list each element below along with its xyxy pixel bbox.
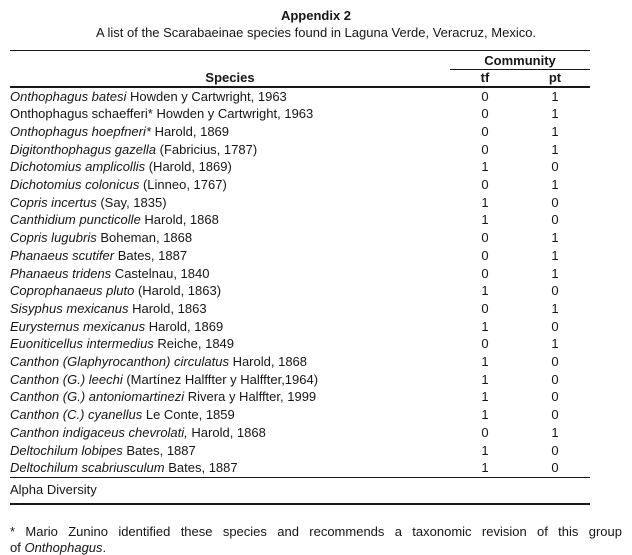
pt-value-cell: 1: [551, 141, 559, 157]
species-name-cell: Onthophagus batesi Howden y Cartwright, 1963: [10, 88, 287, 104]
species-row: [10, 141, 590, 159]
species-row: [10, 424, 590, 442]
species-column-header: Species: [10, 70, 450, 87]
species-row: [10, 406, 590, 424]
species-name-cell: Canthon (G.) antoniomartinezi Rivera y Halffter, 1999: [10, 389, 317, 405]
species-row: [10, 105, 590, 123]
appendix-title: Appendix 2: [280, 8, 352, 23]
species-row: [10, 353, 590, 371]
pt-value-cell: 0: [551, 159, 559, 175]
tf-value-cell: 0: [481, 123, 489, 139]
community-group-header: Community: [450, 51, 590, 70]
tf-value-cell: 0: [481, 106, 489, 122]
species-row: [10, 87, 590, 106]
tf-value-cell: 0: [481, 141, 489, 157]
species-name-cell: Canthon indigaceus chevrolati, Harold, 1868: [10, 424, 266, 440]
species-row: [10, 158, 590, 176]
species-name-cell: Canthidium puncticolle Harold, 1868: [10, 212, 219, 228]
tf-value-cell: 1: [481, 318, 489, 334]
species-row: [10, 318, 590, 336]
pt-value-cell: 0: [551, 442, 559, 458]
species-row: [10, 335, 590, 353]
pt-value-cell: 1: [551, 88, 559, 104]
footnote-line-2: [10, 540, 622, 555]
species-row: [10, 265, 590, 283]
pt-value-cell: 0: [551, 389, 559, 405]
tf-value-cell: 1: [481, 389, 489, 405]
footnote-line-2-prefix: of: [10, 539, 25, 555]
species-row: [10, 247, 590, 265]
tf-value-cell: 1: [481, 407, 489, 423]
footnote-genus-italic: Onthophagus: [24, 539, 103, 555]
species-name-cell: Onthophagus hoepfneri* Harold, 1869: [10, 123, 230, 139]
species-row: [10, 229, 590, 247]
species-name-cell: Phanaeus tridens Castelnau, 1840: [10, 265, 210, 281]
pt-value-cell: 0: [520, 459, 590, 477]
tf-value-cell: 1: [481, 283, 489, 299]
pt-column-header: pt: [520, 70, 590, 87]
appendix-subtitle: A list of the Scarabaeinae species found in Laguna Verde, Veracruz, Mexico.: [95, 25, 537, 40]
tf-value-cell: 1: [481, 212, 489, 228]
species-row: [10, 176, 590, 194]
species-name-cell: Copris incertus (Say, 1835): [10, 194, 167, 210]
pt-value-cell: 0: [551, 212, 559, 228]
tf-value-cell: 1: [481, 354, 489, 370]
column-header-row: [10, 70, 590, 87]
species-row: [10, 282, 590, 300]
group-row-spacer: [10, 51, 450, 70]
tf-value-cell: 0: [481, 230, 489, 246]
pt-value-cell: 1: [551, 123, 559, 139]
species-name-cell: Digitonthophagus gazella (Fabricius, 1787): [10, 141, 258, 157]
pt-value-cell: 1: [551, 265, 559, 281]
footnote-line-2-suffix: .: [102, 539, 107, 555]
alpha-diversity-row: [10, 477, 590, 504]
tf-value-cell: 0: [481, 247, 489, 263]
footnote: [10, 524, 622, 555]
alpha-diversity-tf-cell: [450, 477, 520, 504]
pt-value-cell: 1: [551, 177, 559, 193]
tf-value-cell: 1: [481, 194, 489, 210]
species-name-cell: Copris lugubris Boheman, 1868: [10, 230, 193, 246]
tf-value-cell: 0: [481, 177, 489, 193]
alpha-diversity-label: Alpha Diversity: [10, 477, 450, 504]
tf-column-header: tf: [450, 70, 520, 87]
species-name-cell: Sisyphus mexicanus Harold, 1863: [10, 300, 207, 316]
pt-value-cell: 0: [551, 354, 559, 370]
species-name-cell: Phanaeus scutifer Bates, 1887: [10, 247, 188, 263]
tf-value-cell: 1: [481, 371, 489, 387]
species-name-cell: Canthon (G.) leechi (Martínez Halffter y Halffter,1964): [10, 371, 319, 387]
tf-value-cell: 1: [481, 442, 489, 458]
species-name-cell: Canthon (C.) cyanellus Le Conte, 1859: [10, 407, 235, 423]
pt-value-cell: 1: [551, 106, 559, 122]
tf-value-cell: 0: [481, 424, 489, 440]
species-name-cell: Coprophanaeus pluto (Harold, 1863): [10, 283, 222, 299]
species-name-cell: Canthon (Glaphyrocanthon) circulatus Harold, 1868: [10, 354, 308, 370]
footnote-line-1: * Mario Zunino identified these species and recommends a taxonomic revision of this group: [10, 523, 622, 539]
species-row: [10, 123, 590, 141]
species-row: [10, 194, 590, 212]
pt-value-cell: 1: [551, 230, 559, 246]
community-group-row: [10, 51, 590, 70]
species-table: [10, 50, 590, 505]
pt-value-cell: 1: [551, 424, 559, 440]
pt-value-cell: 0: [551, 318, 559, 334]
species-name-cell: Deltochilum scabriusculum Bates, 1887: [10, 459, 450, 477]
tf-value-cell: 0: [481, 300, 489, 316]
pt-value-cell: 0: [551, 407, 559, 423]
species-name-cell: Onthophagus schaefferi* Howden y Cartwright, 1963: [10, 106, 314, 122]
species-rows: [10, 87, 590, 478]
pt-value-cell: 0: [551, 283, 559, 299]
pt-value-cell: 1: [551, 336, 559, 352]
tf-value-cell: 1: [450, 459, 520, 477]
tf-value-cell: 0: [481, 88, 489, 104]
tf-value-cell: 0: [481, 336, 489, 352]
species-name-cell: Dichotomius colonicus (Linneo, 1767): [10, 177, 227, 193]
species-row: [10, 300, 590, 318]
species-row: [10, 442, 590, 460]
species-row: [10, 388, 590, 406]
tf-value-cell: 0: [481, 265, 489, 281]
pt-value-cell: 1: [551, 247, 559, 263]
pt-value-cell: 1: [551, 300, 559, 316]
species-row: [10, 371, 590, 389]
species-name-cell: Eurysternus mexicanus Harold, 1869: [10, 318, 224, 334]
species-row: [10, 459, 590, 477]
pt-value-cell: 0: [551, 194, 559, 210]
species-name-cell: Dichotomius amplicollis (Harold, 1869): [10, 159, 232, 175]
tf-value-cell: 1: [481, 159, 489, 175]
alpha-diversity-pt-cell: [520, 477, 590, 504]
species-name-cell: Deltochilum lobipes Bates, 1887: [10, 442, 196, 458]
species-row: [10, 211, 590, 229]
species-name-cell: Euoniticellus intermedius Reiche, 1849: [10, 336, 235, 352]
pt-value-cell: 0: [551, 371, 559, 387]
